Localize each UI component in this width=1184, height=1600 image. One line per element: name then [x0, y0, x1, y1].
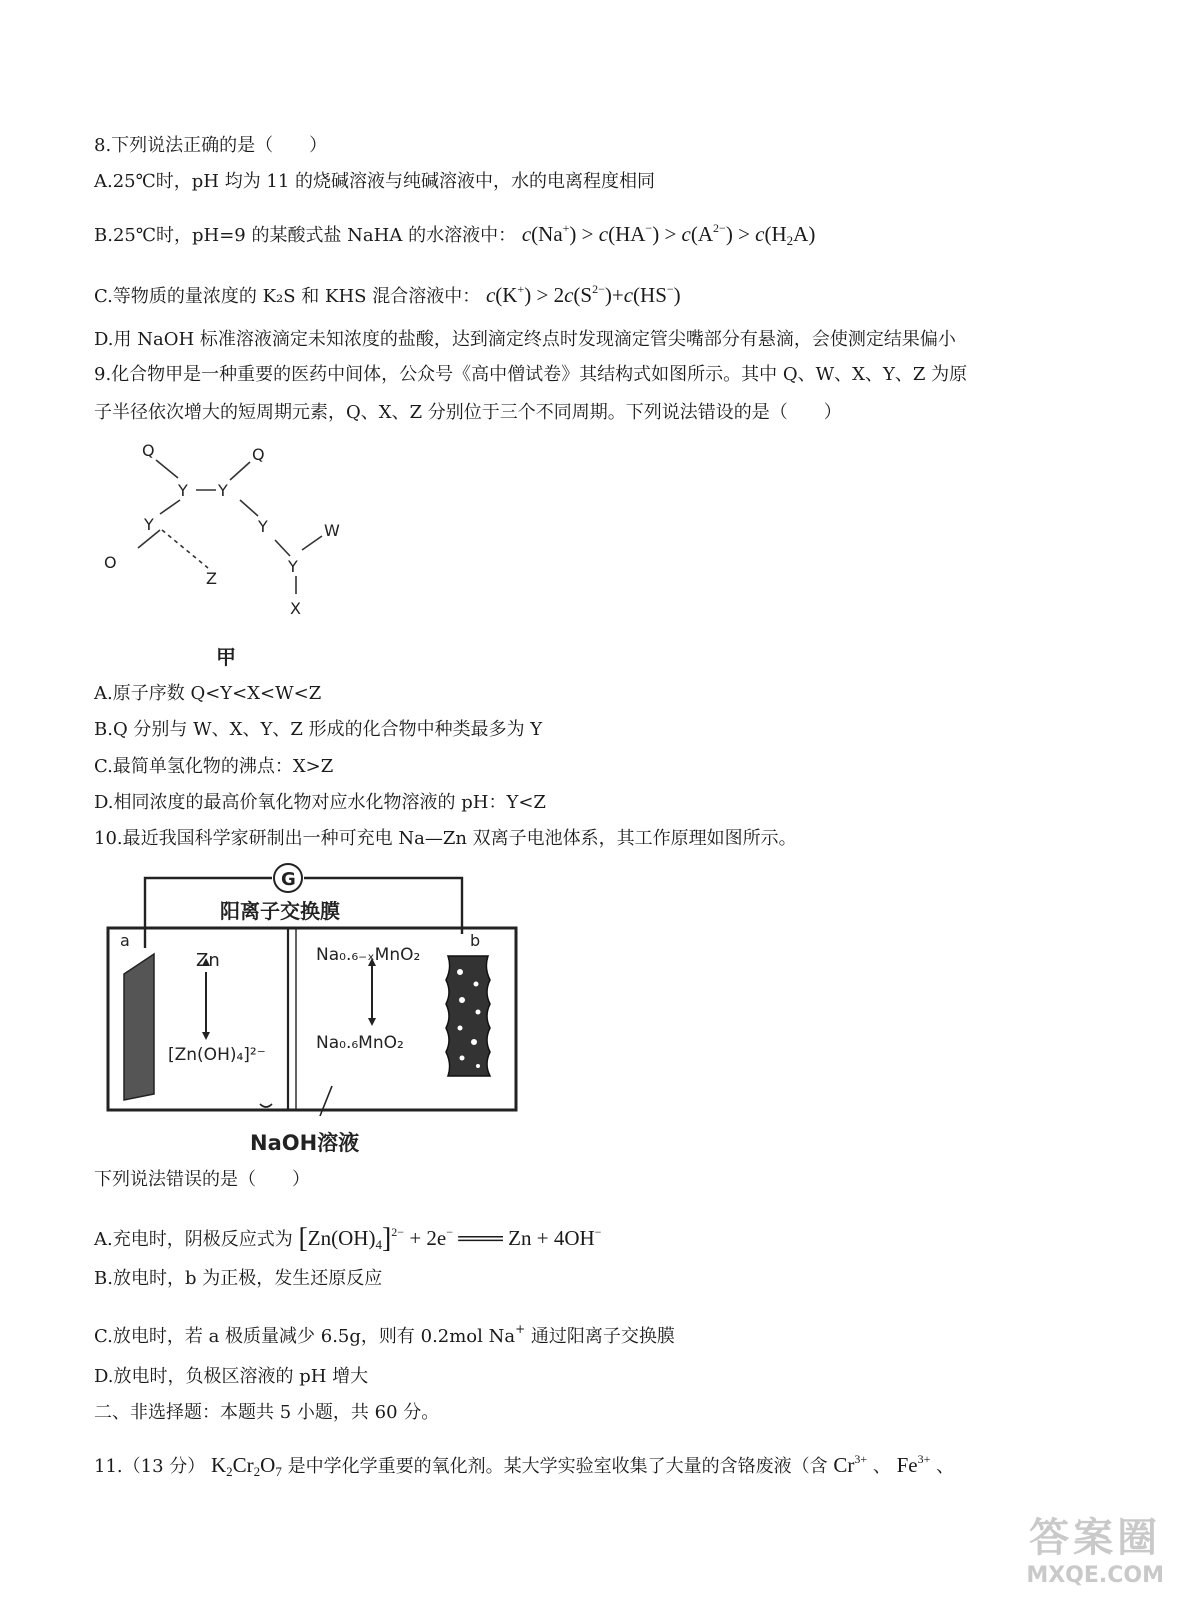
q10-option-a: [94, 1219, 601, 1258]
q9-option-c: C.最简单氢化物的沸点：X>Z: [94, 756, 334, 777]
q10-stem: 10.最近我国科学家研制出一种可充电 Na—Zn 双离子电池体系，其工作原理如图所示。: [94, 828, 797, 849]
watermark-logo: [1026, 1506, 1164, 1588]
q10-option-c-text: C.放电时，若 a 极质量减少 6.5g，则有 0.2mol Na: [94, 1326, 516, 1347]
q10-option-c-tail: 通过阳离子交换膜: [530, 1326, 675, 1347]
q11-stem: [94, 1446, 954, 1485]
q8-option-a: A.25℃时，pH 均为 11 的烧碱溶液与纯碱溶液中，水的电离程度相同: [94, 171, 656, 192]
q11-sep-2: 、: [936, 1456, 955, 1477]
q8-option-b: [94, 215, 815, 254]
q11-ion-cr: $Cr^{3+}$: [833, 1452, 868, 1477]
right-species-bottom: Na₀.₆MnO₂: [316, 1033, 404, 1053]
q8-option-b-text: B.25℃时，pH=9 的某酸式盐 NaHA 的水溶液中：: [94, 225, 517, 246]
q10-option-c-charge: +: [515, 1322, 526, 1336]
q8-option-c-formula: $c(K^+) > 2c(S^{2-})+c(HS^-)$: [485, 282, 681, 307]
q9-structure-figure: [90, 430, 390, 680]
electrode-b-label: b: [470, 931, 481, 950]
q10-option-a-formula: $[Zn(OH)_4]^{2-} + 2e^-$ ═══ Zn + 4OH−: [298, 1223, 602, 1254]
right-species-top: Na₀.₆₋ₓMnO₂: [316, 945, 421, 965]
q9-atom-q-2: Q: [252, 445, 265, 464]
electrode-a-label: a: [120, 931, 130, 950]
watermark-cn: 答案圈: [1029, 1515, 1162, 1561]
q9-atom-y-5: Y: [288, 557, 298, 576]
galvanometer-label: G: [281, 869, 296, 890]
q10-option-b: B.放电时，b 为正极，发生还原反应: [94, 1268, 383, 1289]
q9-option-d: D.相同浓度的最高价氧化物对应水化物溶液的 pH：Y<Z: [94, 792, 546, 813]
q10-battery-figure: [100, 860, 530, 1166]
q9-atom-y-4: Y: [258, 517, 268, 536]
q11-ion-fe: $Fe^{3+}$: [896, 1452, 931, 1477]
q9-figure-caption: 甲: [216, 645, 236, 669]
section-2-heading: 二、非选择题：本题共 5 小题，共 60 分。: [94, 1402, 440, 1423]
q10-sub-stem: 下列说法错误的是（ ）: [94, 1169, 310, 1190]
q9-option-a: A.原子序数 Q<Y<X<W<Z: [94, 683, 322, 704]
electrode-a-plate: [124, 954, 154, 1100]
q11-middle: 是中学化学重要的氧化剂。某大学实验室收集了大量的含铬废液（含: [287, 1456, 828, 1477]
q9-atom-x: X: [290, 599, 301, 618]
q9-option-b: B.Q 分别与 W、X、Y、Z 形成的化合物中种类最多为 Y: [94, 719, 543, 740]
q11-prefix: 11.（13 分）: [94, 1456, 206, 1477]
q11-sep-1: 、: [872, 1456, 891, 1477]
left-species-top: Zn: [196, 950, 220, 971]
q10-option-a-text: A.充电时，阴极反应式为: [94, 1229, 293, 1250]
q9-atom-z: Z: [206, 569, 217, 588]
q9-atom-y-2: Y: [218, 481, 228, 500]
q8-option-c: [94, 276, 681, 310]
electrode-b-block: [446, 956, 490, 1076]
q9-stem-line1: 9.化合物甲是一种重要的医药中间体，公众号《高中僧试卷》其结构式如图所示。其中 Q、W、X、Y、Z 为原: [94, 364, 968, 385]
q8-option-c-text: C.等物质的量浓度的 K₂S 和 KHS 混合溶液中：: [94, 286, 481, 307]
q9-atom-w: W: [324, 521, 340, 540]
watermark-en: MXQE.COM: [1026, 1563, 1164, 1588]
q8-option-d: D.用 NaOH 标准溶液滴定未知浓度的盐酸，达到滴定终点时发现滴定管尖嘴部分有悬滴，会使测定结果偏小: [94, 329, 956, 350]
q9-atom-o: O: [104, 553, 117, 572]
q10-option-d: D.放电时，负极区溶液的 pH 增大: [94, 1366, 369, 1387]
q9-atom-q-1: Q: [142, 441, 155, 460]
left-species-bottom: [Zn(OH)₄]²⁻: [168, 1045, 266, 1065]
q10-option-c: [94, 1316, 675, 1350]
membrane-label: 阳离子交换膜: [220, 899, 340, 923]
solution-label: NaOH溶液: [250, 1131, 360, 1155]
q8-stem: 8.下列说法正确的是（ ）: [94, 135, 328, 156]
q11-formula: $K_2Cr_2O_7$: [211, 1453, 282, 1479]
q9-atom-y-3: Y: [144, 515, 154, 534]
q9-stem-line2: 子半径依次增大的短周期元素，Q、X、Z 分别位于三个不同周期。下列说法错设的是（ ）: [94, 402, 842, 423]
q9-atom-y-1: Y: [178, 481, 188, 500]
q8-option-b-formula: $c(Na^+) > c(HA^-) > c(A^{2-}) > c(H_2A)$: [521, 221, 816, 248]
